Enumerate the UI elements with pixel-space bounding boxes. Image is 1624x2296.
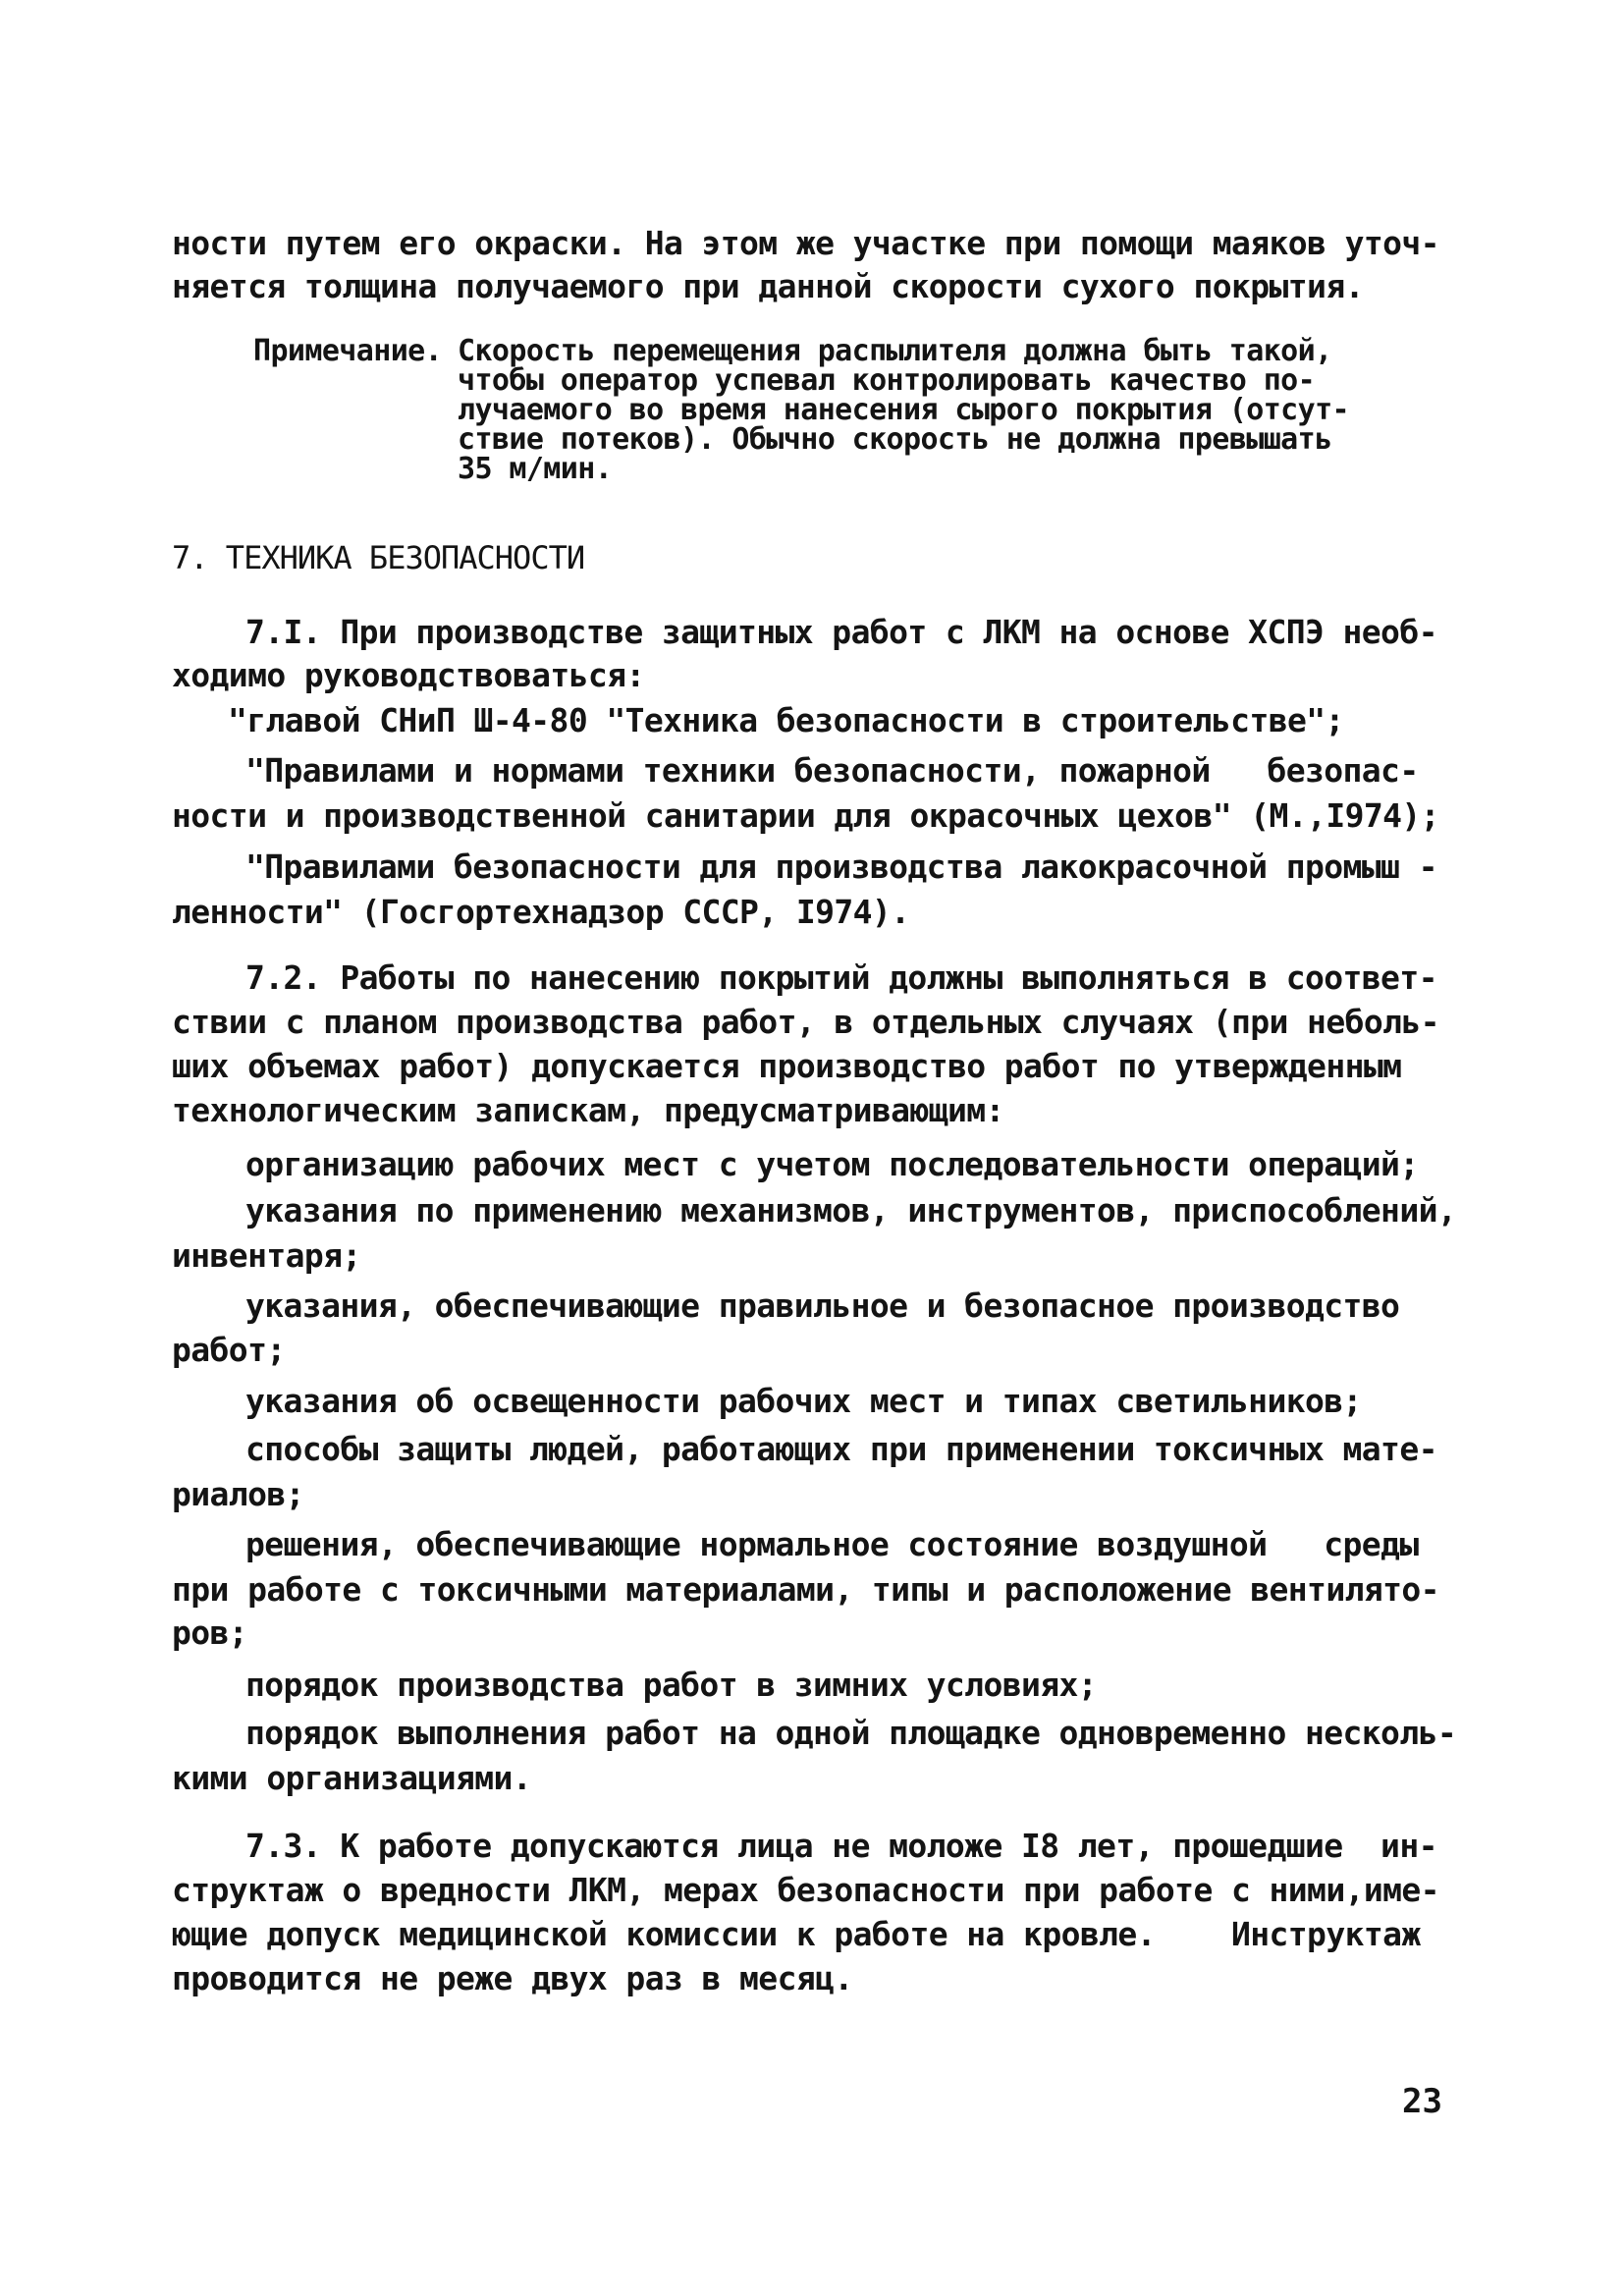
text-line: структаж о вредности ЛКМ, мерах безопасности при работе с ними,име- [172, 1871, 1439, 1909]
text-line: "главой СНиП Ш-4-80 "Техника безопасности в строительстве"; [228, 701, 1344, 739]
text-line: способы защиты людей, работающих при применении токсичных мате- [245, 1430, 1437, 1468]
text-line: инвентаря; [172, 1236, 361, 1275]
text-line: при работе с токсичными материалами, типы и расположение вентилято- [172, 1570, 1439, 1609]
page-number: 23 [1402, 2082, 1442, 2121]
text-line: ходимо руководствоваться: [172, 656, 645, 694]
text-line: ленности" (Госгортехнадзор СССР, I974). [172, 893, 910, 931]
text-line: риалов; [172, 1475, 304, 1513]
text-line: няется толщина получаемого при данной скорости сухого покрытия. [172, 267, 1364, 305]
text-line: указания об освещенности рабочих мест и типах светильников; [245, 1382, 1362, 1420]
text-line: решения, обеспечивающие нормальное состояние воздушной среды [245, 1525, 1419, 1563]
text-line: 7.2. Работы по нанесению покрытий должны выполняться в соответ- [245, 958, 1437, 997]
note-line: Скорость перемещения распылителя должна быть такой, [458, 334, 1332, 368]
section-heading: 7. ТЕХНИКА БЕЗОПАСНОСТИ [172, 539, 585, 576]
text-line: указания, обеспечивающие правильное и безопасное производство [245, 1286, 1400, 1325]
text-line: порядок производства работ в зимних условиях; [245, 1666, 1098, 1704]
text-line: ших объемах работ) допускается производство работ по утвержденным [172, 1047, 1402, 1085]
text-line: порядок выполнения работ на одной площадке одновременно несколь- [245, 1714, 1457, 1752]
text-line: работ; [172, 1331, 286, 1369]
note-line: ствие потеков). Обычно скорость не должна превышать [458, 422, 1332, 457]
note-line: лучаемого во время нанесения сырого покрытия (отсут- [458, 393, 1349, 427]
text-line: "Правилами и нормами техники безопасности, пожарной безопас- [245, 751, 1419, 790]
note-line: 35 м/мин. [458, 452, 613, 486]
text-line: ющие допуск медицинской комиссии к работе на кровле. Инструктаж [172, 1915, 1421, 1953]
text-line: ности путем его окраски. На этом же участке при помощи маяков уточ- [172, 224, 1439, 262]
text-line: "Правилами безопасности для производства лакокрасочной промыш - [245, 847, 1437, 886]
text-line: 7.I. При производстве защитных работ с ЛКМ на основе ХСПЭ необ- [245, 613, 1437, 651]
note-label: Примечание. [253, 334, 443, 368]
text-line: проводится не реже двух раз в месяц. [172, 1959, 853, 1997]
text-line: 7.3. К работе допускаются лица не моложе I8 лет, прошедшие ин- [245, 1827, 1437, 1865]
text-line: кими организациями. [172, 1759, 532, 1797]
note-line: чтобы оператор успевал контролировать качество по- [458, 363, 1316, 398]
text-line: ности и производственной санитарии для окрасочных цехов" (М.,I974); [172, 796, 1439, 835]
text-line: организацию рабочих мест с учетом последовательности операций; [245, 1145, 1419, 1183]
text-line: технологическим запискам, предусматривающим: [172, 1091, 1004, 1129]
text-line: ствии с планом производства работ, в отдельных случаях (при неболь- [172, 1003, 1439, 1041]
text-line: ров; [172, 1613, 248, 1652]
text-line: указания по применению механизмов, инструментов, приспособлений, [245, 1191, 1457, 1230]
